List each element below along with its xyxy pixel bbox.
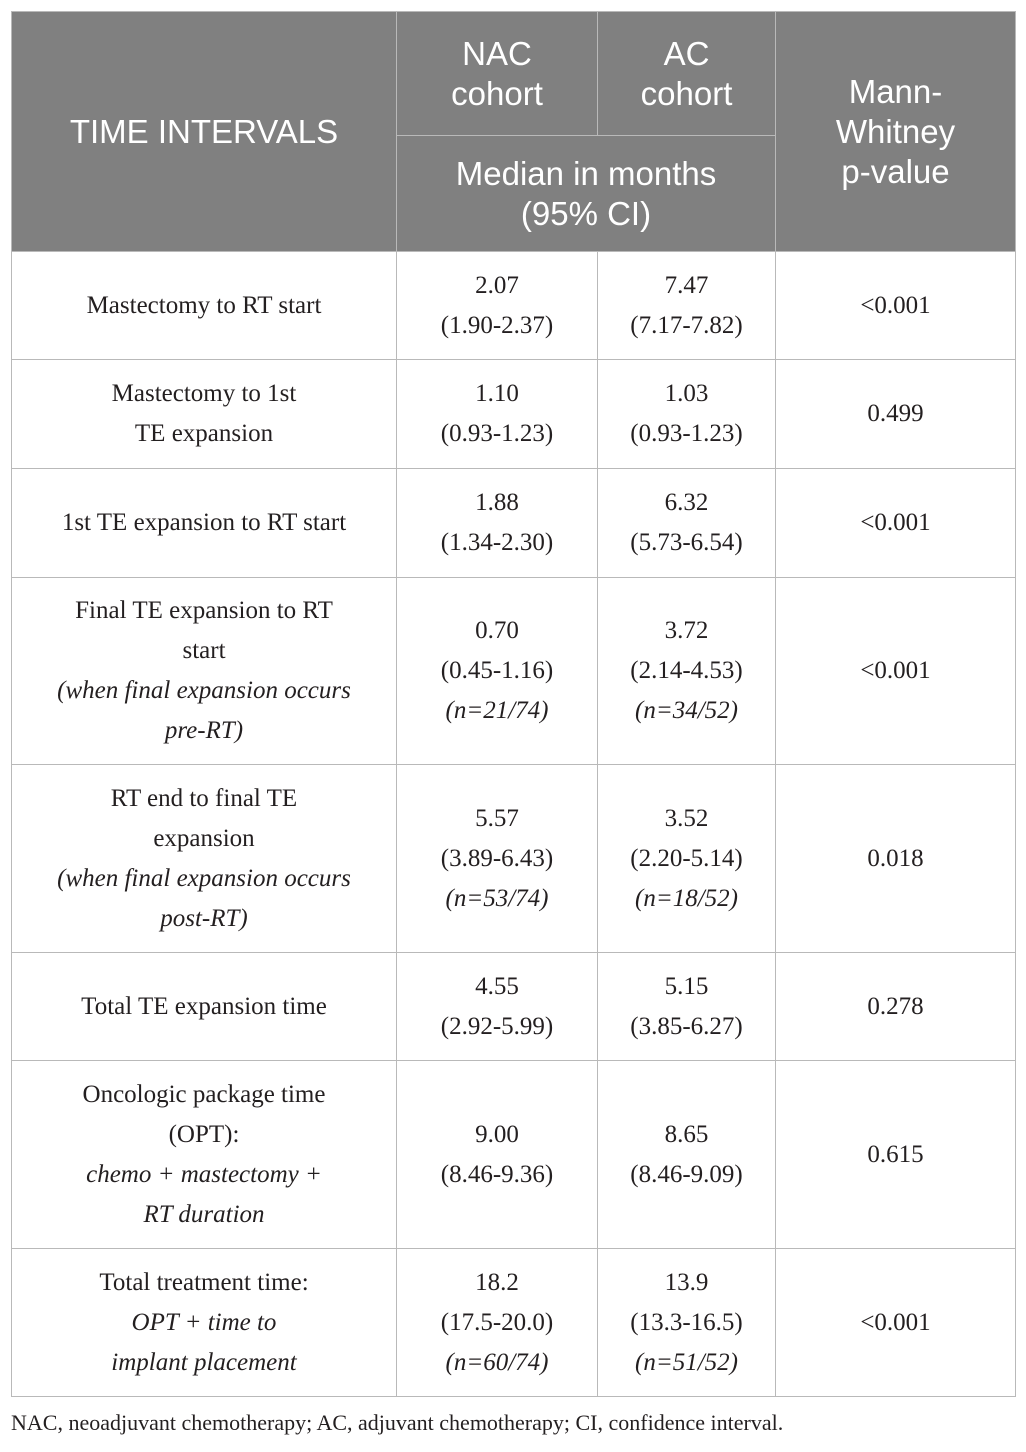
ac-value-line: (3.85-6.27) xyxy=(630,1012,743,1040)
nac-value-cell xyxy=(397,578,598,765)
table-row xyxy=(12,469,1016,578)
ac-value-line: (2.20-5.14) xyxy=(630,844,743,872)
ac-value-line: 3.72 xyxy=(664,617,709,644)
ac-value-cell xyxy=(598,252,776,360)
ac-value-cell xyxy=(598,469,776,578)
nac-value-line: (n=21/74) xyxy=(445,697,549,724)
p-value-cell: 0.018 xyxy=(776,765,1016,953)
nac-value-line: 18.2 xyxy=(475,1268,519,1296)
interval-cell xyxy=(12,1249,397,1397)
interval-line: Oncologic package time xyxy=(82,1080,326,1108)
p-value-cell: <0.001 xyxy=(776,252,1016,360)
nac-value-line: (1.34-2.30) xyxy=(440,529,554,556)
nac-value-cell xyxy=(397,1249,598,1397)
ac-value-line: (n=34/52) xyxy=(635,697,738,724)
table-row xyxy=(12,252,1016,360)
ac-value-line: (n=51/52) xyxy=(635,1348,738,1376)
table-row xyxy=(12,360,1016,469)
ac-value-line: (n=18/52) xyxy=(635,884,738,912)
nac-cohort-header: NAC cohort xyxy=(397,12,598,136)
nac-value-line: (1.90-2.37) xyxy=(440,311,554,339)
interval-line: Total TE expansion time xyxy=(81,992,327,1020)
interval-line: chemo + mastectomy + xyxy=(86,1160,322,1188)
ac-value-cell xyxy=(598,1061,776,1249)
time-intervals-table xyxy=(11,11,1016,1397)
interval-cell xyxy=(12,953,397,1061)
ac-value-line: (0.93-1.23) xyxy=(630,420,743,447)
ac-value-cell xyxy=(598,953,776,1061)
nac-value-cell xyxy=(397,765,598,953)
p-value-cell: 0.499 xyxy=(776,360,1016,469)
nac-value-line: (2.92-5.99) xyxy=(440,1012,554,1040)
interval-line: RT end to final TE xyxy=(110,784,298,812)
nac-value-cell xyxy=(397,469,598,578)
mann-whitney-header: Mann- Whitney p-value xyxy=(776,12,1016,252)
interval-line: post-RT) xyxy=(160,904,248,932)
interval-line: implant placement xyxy=(111,1348,297,1376)
ac-value-line: (5.73-6.54) xyxy=(630,529,743,556)
interval-cell xyxy=(12,252,397,360)
nac-value-line: 5.57 xyxy=(475,804,519,832)
nac-value-line: (n=53/74) xyxy=(445,884,549,912)
interval-line: Final TE expansion to RT xyxy=(75,597,333,624)
nac-value-cell xyxy=(397,360,598,469)
interval-line: (OPT): xyxy=(168,1120,240,1148)
nac-value-line: (3.89-6.43) xyxy=(440,844,554,872)
nac-value-line: 0.70 xyxy=(475,617,519,644)
p-value-cell: 0.278 xyxy=(776,953,1016,1061)
time-intervals-header-text: TIME INTERVALS xyxy=(69,112,339,150)
nac-value-line: (0.93-1.23) xyxy=(440,420,554,447)
interval-line: RT duration xyxy=(143,1200,265,1228)
ac-value-line: (8.46-9.09) xyxy=(630,1160,743,1188)
interval-line: (when final expansion occurs xyxy=(57,864,351,892)
ac-value-line: 8.65 xyxy=(664,1120,709,1148)
nac-value-line: (17.5-20.0) xyxy=(440,1308,554,1336)
interval-line: expansion xyxy=(153,824,255,852)
table-footnote: NAC, neoadjuvant chemotherapy; AC, adjuvant chemotherapy; CI, confidence interval. xyxy=(11,1410,784,1435)
p-value-cell: <0.001 xyxy=(776,1249,1016,1397)
interval-line: OPT + time to xyxy=(131,1308,277,1336)
interval-line: pre-RT) xyxy=(164,717,244,744)
p-value-cell: 0.615 xyxy=(776,1061,1016,1249)
table-row xyxy=(12,1061,1016,1249)
median-header: Median in months (95% CI) xyxy=(397,136,776,252)
p-value-cell: <0.001 xyxy=(776,578,1016,765)
table-row xyxy=(12,765,1016,953)
interval-line: start xyxy=(182,637,226,664)
interval-cell xyxy=(12,578,397,765)
nac-value-line: (0.45-1.16) xyxy=(440,657,554,684)
ac-value-line: 6.32 xyxy=(664,489,709,516)
table-row xyxy=(12,1249,1016,1397)
nac-value-line: 1.88 xyxy=(475,489,519,516)
nac-value-line: (n=60/74) xyxy=(445,1348,549,1376)
interval-line: (when final expansion occurs xyxy=(57,677,351,704)
ac-value-line: (13.3-16.5) xyxy=(630,1308,743,1336)
nac-value-line: 2.07 xyxy=(475,271,519,299)
interval-line: Mastectomy to 1st xyxy=(111,380,297,407)
nac-value-cell xyxy=(397,1061,598,1249)
nac-value-line: 1.10 xyxy=(475,380,519,407)
table-body xyxy=(12,252,1016,1397)
ac-value-line: 3.52 xyxy=(664,804,709,832)
ac-value-line: (7.17-7.82) xyxy=(630,311,743,339)
table-row xyxy=(12,953,1016,1061)
ac-value-line: 5.15 xyxy=(664,972,709,1000)
nac-value-line: 4.55 xyxy=(475,972,519,1000)
table-header xyxy=(12,12,1016,252)
nac-value-cell xyxy=(397,252,598,360)
interval-cell xyxy=(12,360,397,469)
ac-value-cell xyxy=(598,765,776,953)
ac-value-line: 13.9 xyxy=(664,1268,709,1296)
ac-value-line: (2.14-4.53) xyxy=(630,657,743,684)
ac-value-cell xyxy=(598,578,776,765)
p-value-cell: <0.001 xyxy=(776,469,1016,578)
ac-value-cell xyxy=(598,1249,776,1397)
ac-value-line: 1.03 xyxy=(664,380,709,407)
interval-cell xyxy=(12,765,397,953)
interval-cell xyxy=(12,469,397,578)
ac-cohort-header: AC cohort xyxy=(598,12,776,136)
nac-value-cell xyxy=(397,953,598,1061)
interval-line: Total treatment time: xyxy=(99,1268,309,1296)
time-intervals-header xyxy=(12,12,397,252)
ac-value-line: 7.47 xyxy=(664,271,709,299)
interval-line: 1st TE expansion to RT start xyxy=(61,509,347,536)
nac-value-line: (8.46-9.36) xyxy=(440,1160,554,1188)
ac-value-cell xyxy=(598,360,776,469)
interval-cell xyxy=(12,1061,397,1249)
nac-value-line: 9.00 xyxy=(475,1120,519,1148)
table-row xyxy=(12,578,1016,765)
interval-line: TE expansion xyxy=(134,420,274,447)
interval-line: Mastectomy to RT start xyxy=(86,291,322,319)
